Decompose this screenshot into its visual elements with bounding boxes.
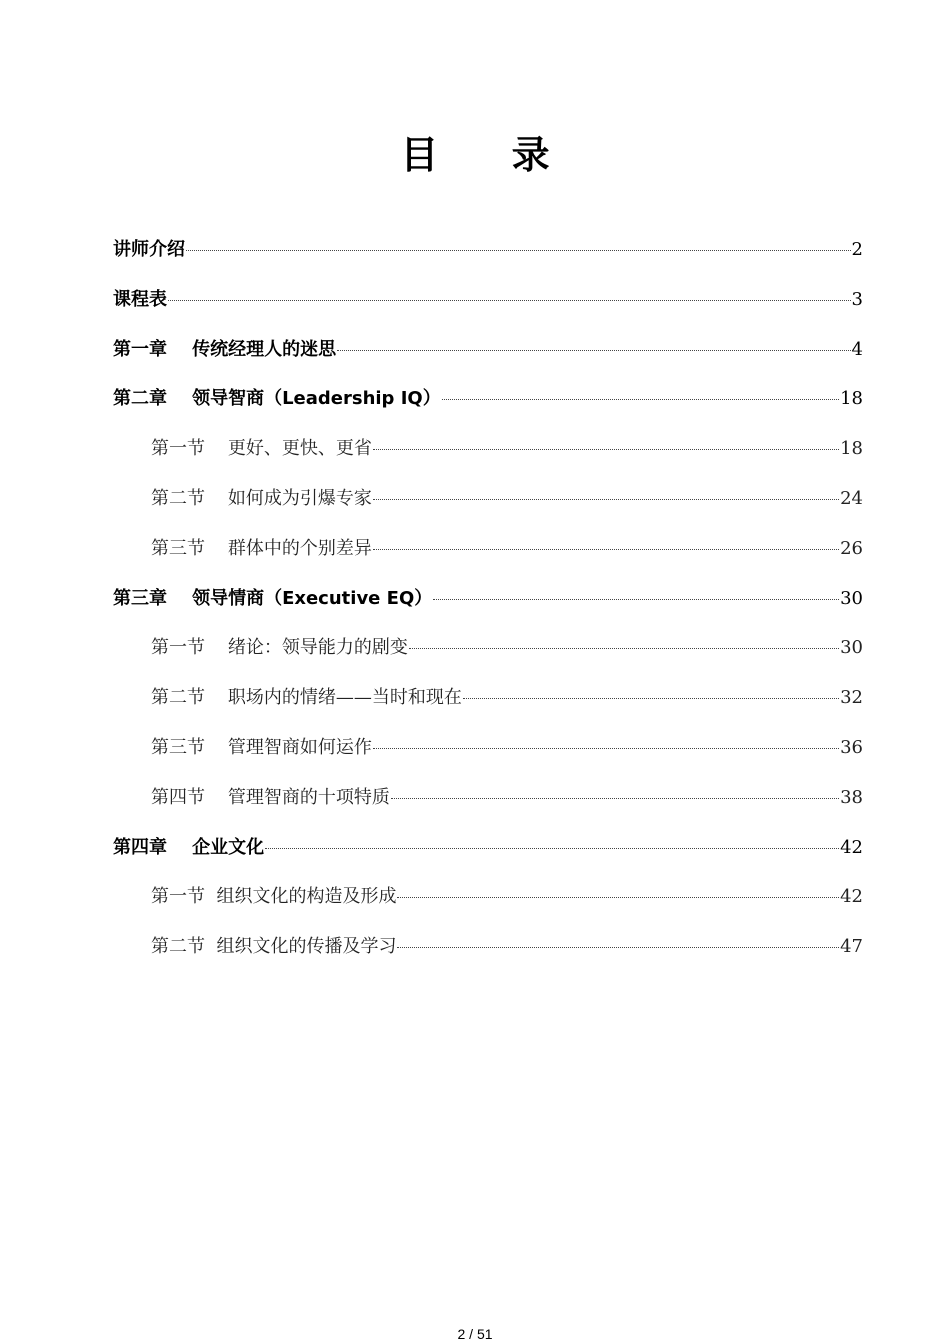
toc-entry-chapter-3-section-3[interactable] xyxy=(113,730,863,780)
toc-entry-label: 第四章 企业文化 xyxy=(113,836,265,858)
toc-entry-chapter-4-section-1[interactable] xyxy=(113,879,863,929)
toc-dot-leader xyxy=(397,897,839,898)
toc-entry-page: 30 xyxy=(840,637,863,659)
toc-entry-label: 第一节 更好、更快、更省 xyxy=(151,438,372,460)
toc-dot-leader xyxy=(397,947,839,948)
toc-entry-chapter-2-section-2[interactable] xyxy=(113,481,863,531)
toc-entry-page: 47 xyxy=(840,936,863,958)
toc-entry-page: 24 xyxy=(840,487,863,509)
toc-dot-leader xyxy=(373,549,839,550)
toc-entry-chapter-4[interactable] xyxy=(113,830,863,880)
toc-dot-leader xyxy=(373,748,839,749)
toc-entry-page: 2 xyxy=(851,239,863,260)
toc-entry-label: 第三节 群体中的个别差异 xyxy=(151,537,372,559)
toc-dot-leader xyxy=(463,698,839,699)
toc-entry-chapter-3-section-4[interactable] xyxy=(113,780,863,830)
toc-list xyxy=(113,232,863,979)
toc-dot-leader xyxy=(373,499,839,500)
toc-entry-schedule[interactable] xyxy=(113,282,863,332)
toc-entry-page: 3 xyxy=(851,288,863,310)
toc-dot-leader xyxy=(373,449,839,450)
toc-dot-leader xyxy=(391,798,839,799)
toc-entry-label: 课程表 xyxy=(113,288,167,310)
toc-entry-chapter-2-section-3[interactable] xyxy=(113,531,863,581)
toc-entry-page: 26 xyxy=(840,537,863,559)
toc-dot-leader xyxy=(265,848,839,849)
toc-entry-label: 第二节 组织文化的传播及学习 xyxy=(151,936,397,958)
toc-entry-chapter-2[interactable] xyxy=(113,381,863,431)
toc-dot-leader xyxy=(433,599,839,600)
toc-entry-chapter-2-section-1[interactable] xyxy=(113,431,863,481)
toc-entry-page: 30 xyxy=(840,587,863,609)
toc-dot-leader xyxy=(409,648,839,649)
toc-entry-label: 第三节 管理智商如何运作 xyxy=(151,736,372,758)
toc-entry-label: 第二节 如何成为引爆专家 xyxy=(151,487,372,509)
toc-dot-leader xyxy=(168,300,851,301)
toc-entry-instructor-intro[interactable] xyxy=(113,232,863,282)
toc-entry-label: 第三章 领导情商（Executive EQ） xyxy=(113,587,433,609)
toc-entry-label: 第四节 管理智商的十项特质 xyxy=(151,786,390,808)
toc-entry-page: 18 xyxy=(840,438,863,460)
toc-entry-label: 第二节 职场内的情绪——当时和现在 xyxy=(151,687,462,709)
toc-entry-chapter-3-section-2[interactable] xyxy=(113,680,863,730)
toc-entry-page: 32 xyxy=(840,687,863,709)
toc-entry-chapter-4-section-2[interactable] xyxy=(113,929,863,979)
toc-entry-chapter-3[interactable] xyxy=(113,581,863,631)
toc-dot-leader xyxy=(186,250,851,251)
toc-entry-label: 第二章 领导智商（Leadership IQ） xyxy=(113,388,441,410)
toc-entry-page: 38 xyxy=(840,786,863,808)
toc-entry-page: 42 xyxy=(840,836,863,858)
toc-entry-chapter-3-section-1[interactable] xyxy=(113,630,863,680)
toc-entry-label: 第一章 传统经理人的迷思 xyxy=(113,338,337,360)
toc-title: 目 录 xyxy=(400,133,580,177)
toc-entry-page: 18 xyxy=(840,388,863,410)
toc-entry-page: 4 xyxy=(851,338,863,360)
page-number-indicator: 2 / 51 xyxy=(457,1326,493,1342)
toc-entry-label: 第一节 组织文化的构造及形成 xyxy=(151,886,397,908)
toc-entry-chapter-1[interactable] xyxy=(113,332,863,382)
toc-entry-page: 42 xyxy=(840,886,863,908)
toc-entry-label: 讲师介绍 xyxy=(113,239,185,260)
toc-dot-leader xyxy=(337,350,850,351)
toc-entry-label: 第一节 绪论：领导能力的剧变 xyxy=(151,637,408,659)
toc-dot-leader xyxy=(442,399,839,400)
toc-entry-page: 36 xyxy=(840,736,863,758)
